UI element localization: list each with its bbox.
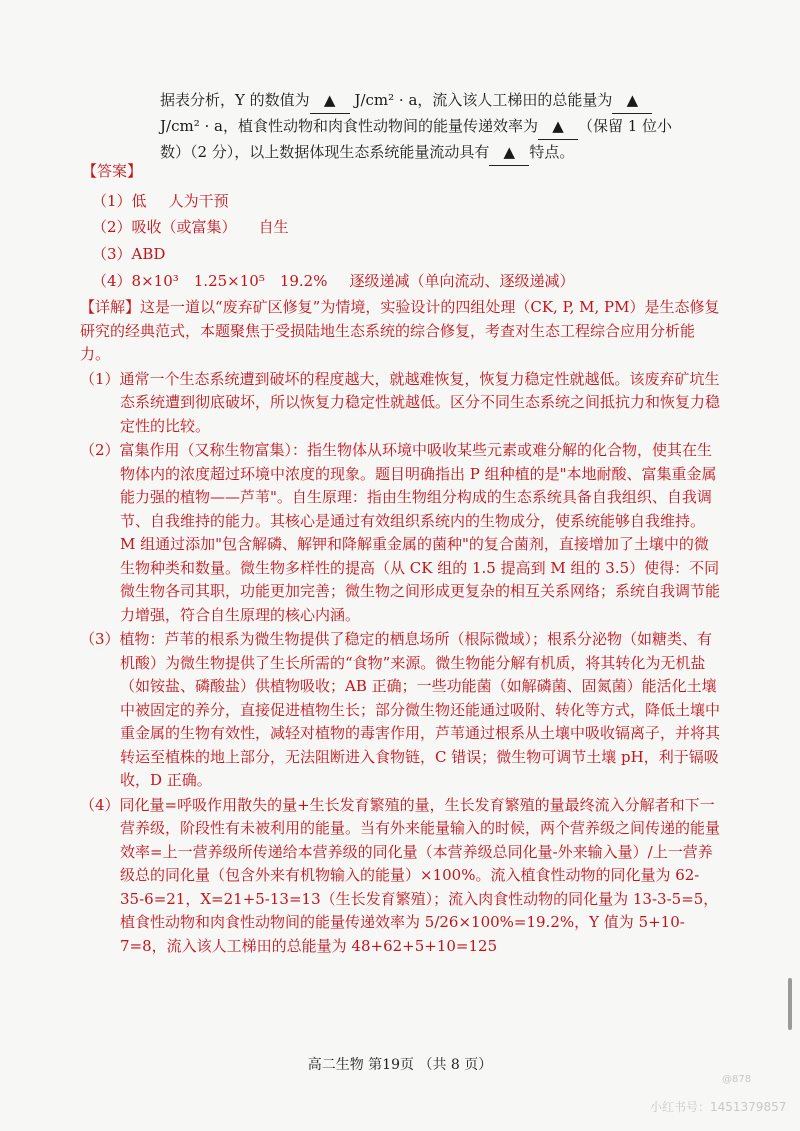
answer-number: （2） — [92, 218, 132, 236]
question-text-segment: （保留 1 位小 — [577, 117, 673, 135]
question-text — [160, 88, 720, 166]
question-line-3 — [160, 140, 720, 166]
answer-number: （4） — [92, 272, 132, 290]
detail-paragraph-3: （3）植物：芦苇的根系为微生物提供了稳定的栖息场所（根际微域）；根系分泌物（如糖类、有机酸）为微生物提供了生长所需的“食物”来源。微生物能分解有机质，将其转化为无机盐（如铵盐、磷酸盐）供植物吸收；AB 正确；一些功能菌（如解磷菌、固氮菌）能活化土壤中被固定的养分，直接促进植物生长；部分微生物还能通过吸附、转化等方式，降低土壤中重金属的生物有效性，减轻对植物的毒害作用，芦苇通过根系从土壤中吸收镉离子，并将其转运至植株的地上部分，无法阻断进入食物链，C 错误；微生物可调节土壤 pH，利于镉吸收，D 正确。 — [80, 630, 721, 789]
detail-paragraph-4: （4）同化量=呼吸作用散失的量+生长发育繁殖的量，生长发育繁殖的量最终流入分解者和下一营养级，阶段性有未被利用的能量。当有外来能量输入的时候，两个营养级之间传递的能量效率=上一营养级所传递给本营养级的同化量（本营养级总同化量-外来输入量）/上一营养级总的同化量（包含外来有机物输入的能量）×100%。流入植食性动物的同化量为 62-35-6=21，X=21+5-13=13（生长发育繁殖）；流入肉食性动物的同化量为 13-3-5=5，植食性动物和肉食性动物间的能量传递效率为 5/26×100%=19.2%，Y 值为 5+10-7=8，流入该人工梯田的总能量为 48+62+5+10=125 — [80, 795, 721, 955]
answer-blank: ▲ — [489, 140, 529, 166]
watermark-bottom: 小红书号：1451379857 — [650, 1100, 787, 1114]
question-text-segment: J/cm² · a，植食性动物和肉食性动物间的能量传递效率为 — [160, 117, 538, 135]
detailed-explanation — [80, 296, 720, 958]
question-text-segment: 据表分析，Y 的数值为 — [160, 91, 310, 109]
answer-value: 吸收（或富集） — [131, 218, 237, 236]
answer-item-4 — [92, 270, 575, 291]
scrollbar-thumb[interactable] — [788, 978, 792, 1030]
question-line-2 — [160, 114, 720, 140]
answer-blank: ▲ — [612, 88, 652, 114]
answer-number: （3） — [92, 245, 132, 263]
detail-paragraph-2: （2）富集作用（又称生物富集）：指生物体从环境中吸收某些元素或难分解的化合物，使其在生物体内的浓度超过环境中浓度的现象。题目明确指出 P 组种植的是"本地耐酸、富集重金属能力强的植物——芦苇"。自生原理：指由生物组分构成的生态系统具备自我组织、自我调节、自我维持的能力。其核心是通过有效组织系统内的生物成分，使系统能够自我维持。M 组通过添加"包含解磷、解钾和降解重金属的菌种"的复合菌剂，直接增加了土壤中的微生物种类和数量。微生物多样性的提高（从 CK 组的 1.5 提高到 M 组的 3.5）使得：不同微生物各司其职，功能更加完善；微生物之间形成更复杂的相互关系网络；系统自我调节能力增强，符合自生原理的核心内涵。 — [80, 441, 721, 624]
answer-value: 8×10³ 1.25×10⁵ 19.2% — [131, 272, 328, 290]
question-line-1 — [160, 88, 720, 114]
question-text-segment: J/cm² · a，流入该人工梯田的总能量为 — [354, 91, 613, 109]
answer-item-3 — [92, 243, 165, 264]
answer-item-1 — [92, 190, 229, 211]
answer-value: 低 — [131, 192, 147, 210]
answer-blank: ▲ — [538, 114, 578, 140]
answer-value: 自生 — [258, 218, 289, 236]
answer-heading: 【答案】 — [82, 162, 143, 180]
answer-item-2 — [92, 216, 289, 237]
detail-paragraph-1: （1）通常一个生态系统遭到破坏的程度越大，就越难恢复，恢复力稳定性就越低。该废弃矿坑生态系统遭到彻底破坏，所以恢复力稳定性就越低。区分不同生态系统之间抵抗力和恢复力稳定性的比较。 — [80, 369, 721, 435]
answer-value: 人为干预 — [168, 192, 229, 210]
question-text-segment: 数）（2 分），以上数据体现生态系统能量流动具有 — [160, 143, 490, 161]
answer-value: 逐级递减（单向流动、逐级递减） — [349, 272, 575, 290]
question-text-segment: 特点。 — [529, 143, 575, 161]
watermark-top: @878 — [722, 1074, 752, 1085]
answer-number: （1） — [92, 192, 132, 210]
page-footer: 高二生物 第19页 （共 8 页） — [307, 1057, 493, 1073]
answer-value: ABD — [131, 245, 166, 263]
answer-blank: ▲ — [310, 88, 350, 114]
detail-intro: 【详解】这是一道以“废弃矿区修复”为情境，实验设计的四组处理（CK, P, M, PM）是生态修复研究的经典范式，本题聚焦于受损陆地生态系统的综合修复，考查对生态工程综合应用分析能力。 — [80, 298, 720, 363]
